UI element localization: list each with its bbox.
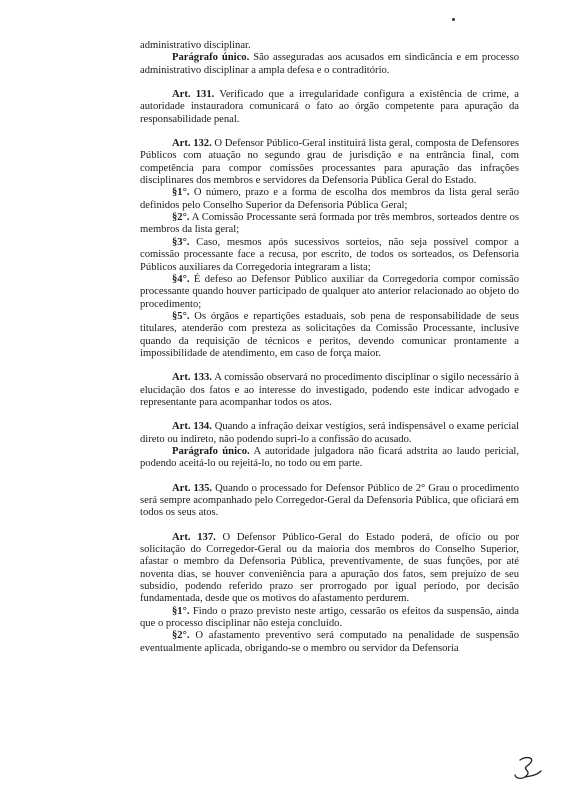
paragraph-text: A autoridade julgadora não ficará adstrita ao laudo pericial, podendo aceitá-lo ou rejeitá-lo, no todo ou em parte. — [140, 445, 519, 470]
paragraph-text: O afastamento preventivo será computado na penalidade de suspensão eventualmente aplicada, obrigando-se o membro ou servidor da Defensoria — [140, 630, 519, 654]
article-block — [140, 40, 519, 77]
paragraph-text: A comissão observará no procedimento disciplinar o sigilo necessário à elucidação dos fatos e ao interesse do investigado, podendo este indicar advogado e representante para acompanhar todos os atos. — [140, 372, 519, 408]
article-block — [140, 532, 519, 655]
paragraph — [140, 40, 519, 52]
article-label: Parágrafo único. — [172, 52, 250, 64]
paragraph-text: Os órgãos e repartições estaduais, sob pena de responsabilidade de seus titulares, atenderão com presteza as solicitações da Comissão Processante, inclusive quando da requisição de técnicos e peritos, devendo comunicar prontamente a impossibilidade de atendimento, em caso de força maior. — [140, 310, 519, 359]
paragraph-text: Quando a infração deixar vestígios, será indispensável o exame pericial direto ou indireto, não podendo supri-lo a confissão do acusado. — [140, 421, 520, 445]
article-label: §1°. — [172, 187, 190, 199]
article-label: §4°. — [172, 273, 190, 285]
paragraph-text: É defeso ao Defensor Público auxiliar da Corregedoria compor comissão processante quando houver participado de qualquer ato anterior relacionado ao objeto do procedimento; — [140, 273, 519, 310]
paragraph — [140, 212, 519, 237]
paragraph-text: Caso, mesmos após sucessivos sorteios, não seja possível compor a comissão processante face a recusa, por escrito, de todos os sorteados, os Defensoria Públicos auxiliares da Corregedoria integraram a lista; — [140, 236, 519, 273]
article-label: Art. 137. — [172, 531, 216, 543]
article-label: Art. 135. — [172, 482, 213, 494]
article-block — [140, 138, 519, 360]
document-body — [140, 40, 519, 655]
article-label: §2°. — [172, 212, 190, 224]
paragraph-text: A Comissão Processante será formada por três membros, sorteados dentre os membros da lista geral; — [140, 212, 519, 236]
paragraph-text: Findo o prazo previsto neste artigo, cessarão os efeitos da suspensão, ainda que o processo disciplinar não esteja concluído. — [140, 605, 519, 630]
paragraph — [140, 421, 519, 446]
article-label: §3°. — [172, 236, 190, 248]
scan-speck — [452, 18, 455, 21]
paragraph — [140, 532, 519, 606]
paragraph — [140, 606, 519, 631]
article-label: Art. 131. — [172, 89, 215, 101]
paragraph — [140, 274, 519, 311]
paragraph-text: administrativo disciplinar. — [140, 40, 251, 51]
paragraph-text: O Defensor Público-Geral instituirá lista geral, composta de Defensores Públicos com atuação no segundo grau de jurisdição e na entrância final, com competência para compor comissões processantes para apuração das infrações disciplinares dos membros e servidores da Defensoria Pública Geral do Estado. — [140, 138, 519, 187]
paragraph — [140, 187, 519, 212]
paragraph — [140, 372, 519, 409]
paragraph — [140, 89, 519, 126]
paragraph — [140, 630, 519, 655]
article-block — [140, 421, 519, 470]
paragraph — [140, 446, 519, 471]
article-block — [140, 372, 519, 409]
article-label: Parágrafo único. — [172, 445, 250, 457]
paragraph — [140, 52, 519, 77]
paragraph-text: Quando o processado for Defensor Público de 2° Grau o procedimento será sempre acompanhado pelo Corregedor-Geral da Defensoria Pública, que oficiará em todos os seus atos. — [140, 482, 519, 519]
paragraph-text: O Defensor Público-Geral do Estado poderá, de ofício ou por solicitação do Corregedor-Geral ou da maioria dos membros do Conselho Superior, afastar o membro da Defensoria Pública, preventivamente, de suas funções, por até noventa dias, se houver conveniência para a apuração dos fatos, sem prejuízo de seu subsídio, podendo referido prazo ser prorrogado por igual período, por decisão fundamentada, desde que os motivos do afastamento perdurem. — [140, 531, 520, 605]
paragraph — [140, 483, 519, 520]
article-label: §5°. — [172, 310, 190, 322]
article-label: Art. 134. — [172, 421, 212, 433]
article-block — [140, 89, 519, 126]
article-label: §2°. — [172, 630, 190, 642]
paragraph-text: São asseguradas aos acusados em sindicância e em processo administrativo disciplinar a ampla defesa e o contraditório. — [140, 52, 519, 76]
paragraph — [140, 138, 519, 187]
article-block — [140, 483, 519, 520]
paragraph-text: Verificado que a irregularidade configura a existência de crime, a autoridade instauradora comunicará o fato ao órgão competente para apuração da responsabilidade penal. — [140, 89, 519, 125]
paragraph — [140, 237, 519, 274]
paragraph — [140, 311, 519, 360]
article-label: §1°. — [172, 605, 190, 617]
article-label: Art. 133. — [172, 372, 212, 384]
handwritten-initial — [513, 753, 543, 785]
article-label: Art. 132. — [172, 138, 212, 150]
paragraph-text: O número, prazo e a forma de escolha dos membros da lista geral serão definidos pelo Conselho Superior da Defensoria Pública Geral; — [140, 187, 519, 211]
